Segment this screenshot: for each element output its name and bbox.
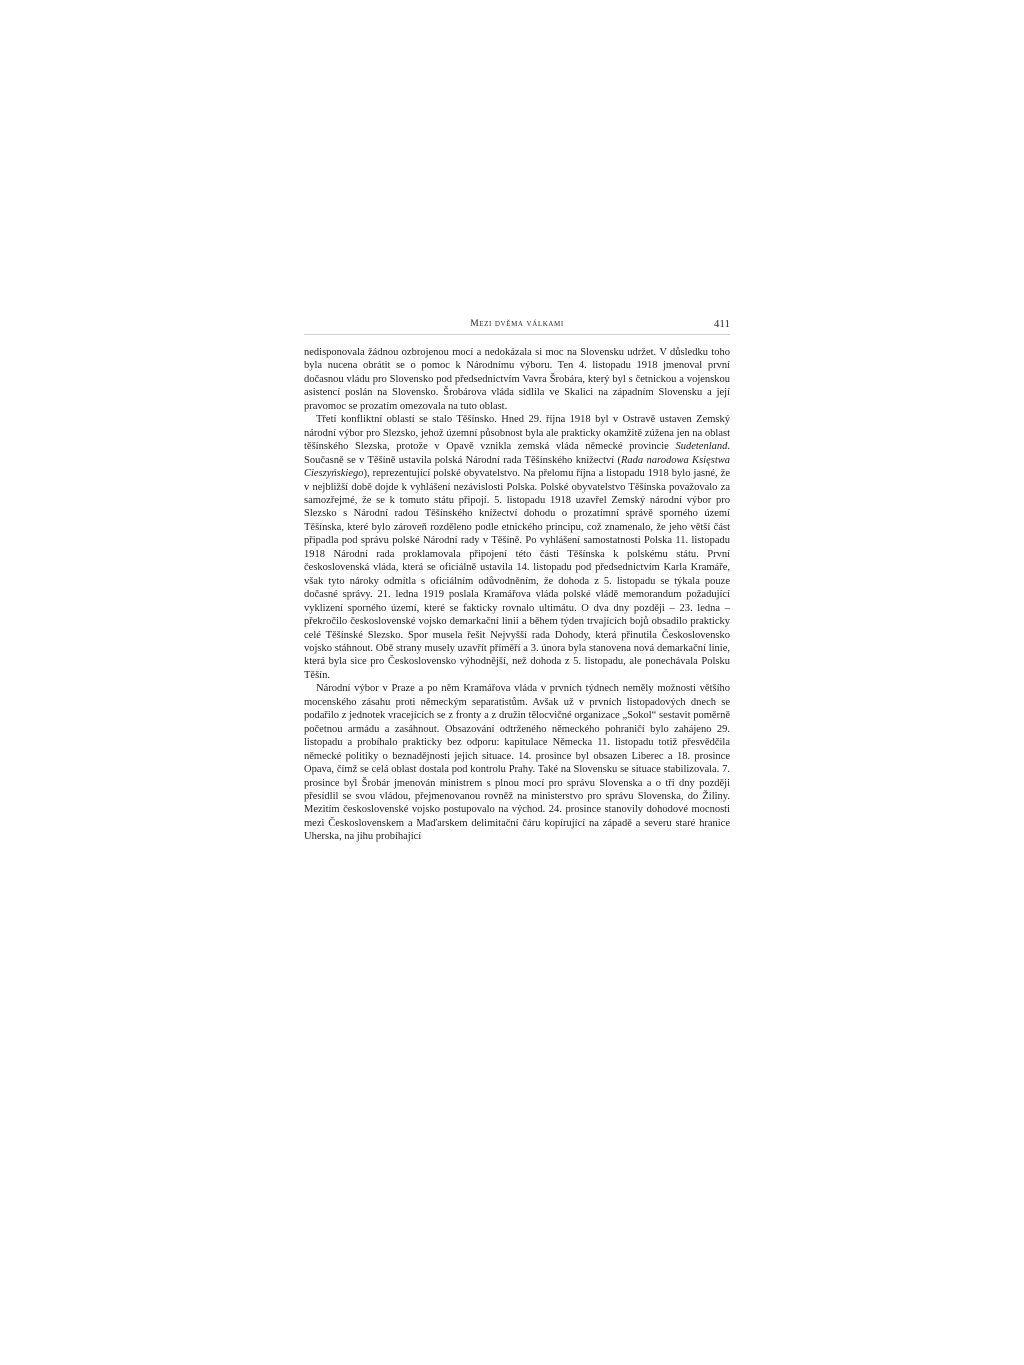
italic-term: Rada narodowa Księstwa Cieszyńskiego [304, 454, 730, 480]
running-title: Mezi dvěma válkami [470, 319, 564, 329]
running-head [304, 318, 730, 335]
paragraph [304, 413, 730, 682]
text-run: ), reprezentující polské obyvatelstvo. Na přelomu října a listopadu 1918 bylo jasné, že v nejbližší době dojde k vyhlášení nezávislosti Polska. Polské obyvatelstvo Těšínska považovalo za samozřejmé, že se k tomuto státu připojí. 5. listopadu 1918 uzavřel Zemský národní výbor pro Slezsko s Národní radou Těšínského knížectví dohodu o prozatímní správě sporného území Těšínska, které bylo zároveň rozděleno podle etnického principu, což znamenalo, že jeho větší část připadla pod správu polské Národní rady v Těšíně. Po vyhlášení samostatnosti Polska 11. listopadu 1918 Národní rada proklamovala připojení této části Těšínska k polskému státu. První československá vláda, která se oficiálně ustavila 14. listopadu pod předsednictvím Karla Kramáře, však tyto nároky odmítla s oficiálním odůvodněním, že dohoda z 5. listopadu se týkala pouze dočasné správy. 21. ledna 1919 poslala Kramářova vláda polské vládě memorandum požadující vyklizení sporného území, které se fakticky rovnalo ultimátu. O dva dny později – 23. ledna – překročilo československé vojsko demarkační linii a během týden trvajících bojů obsadilo prakticky celé Těšínské Slezsko. Spor musela řešit Nejvyšší rada Dohody, která přinutila Československo vojsko stáhnout. Obě strany musely uzavřít příměří a 3. února byla stanovena nová demarkační linie, která byla sice pro Československo výhodnější, než dohoda z 5. listopadu, ale ponechávala Polsku Těšín. [304, 468, 730, 681]
book-page [304, 318, 730, 844]
page-number: 411 [713, 318, 730, 330]
text-run: nedisponovala žádnou ozbrojenou mocí a nedokázala si moc na Slovensku udržet. V důsledku toho byla nucena obrátit se o pomoc k Národnímu výboru. Ten 4. listopadu 1918 jmenoval první dočasnou vládu pro Slovensko pod předsednictvím Vavra Šrobára, který byl s četnickou a vojenskou asistencí poslán na Slovensko. Šrobárova vláda sídlila ve Skalici na západním Slovensku a její pravomoc se prozatím omezovala na tuto oblast. [304, 347, 730, 412]
paragraph [304, 682, 730, 843]
text-run: Národní výbor v Praze a po něm Kramářova vláda v prvních týdnech neměly možnosti většího mocenského zásahu proti německým separatistům. Avšak už v prvních listopadových dnech se podařilo z jednotek vracejících se z fronty a z družin tělocvičné organizace „Sokol“ sestavit poměrně početnou armádu a zasáhnout. Obsazování odtrženého německého pohraničí bylo zahájeno 29. listopadu a probíhalo prakticky bez odporu: kapitulace Německa 11. listopadu totiž přesvědčila německé politiky o beznadějnosti jejich situace. 14. prosince byl obsazen Liberec a 18. prosince Opava, čímž se celá oblast dostala pod kontrolu Prahy. Také na Slovensku se situace stabilizovala. 7. prosince byl Šrobár jmenován ministrem s plnou mocí pro správu Slovenska a o tři dny později přesídlil se svou vládou, přejmenovanou rovněž na ministerstvo pro správu Slovenska, do Žiliny. Mezitím československé vojsko postupovalo na východ. 24. prosince stanovily dohodové mocnosti mezi Československem a Maďarskem delimitační čáru kopírující na západě a severu staré hranice Uherska, na jihu probíhající [304, 683, 730, 843]
body-text [304, 346, 730, 844]
italic-term: Sudetenland [675, 441, 728, 453]
paragraph [304, 346, 730, 413]
text-run: . Současně se v Těšíně ustavila polská Národní rada Těšínského knížectví ( [304, 441, 730, 466]
text-run: Třetí konfliktní oblastí se stalo Těšínsko. Hned 29. října 1918 byl v Ostravě ustaven Zemský národní výbor pro Slezsko, jehož územní působnost byla ale prakticky okamžitě zúžena jen na oblast těšínského Slezska, protože v Opavě vznikla zemská vláda německé provincie [304, 414, 730, 453]
